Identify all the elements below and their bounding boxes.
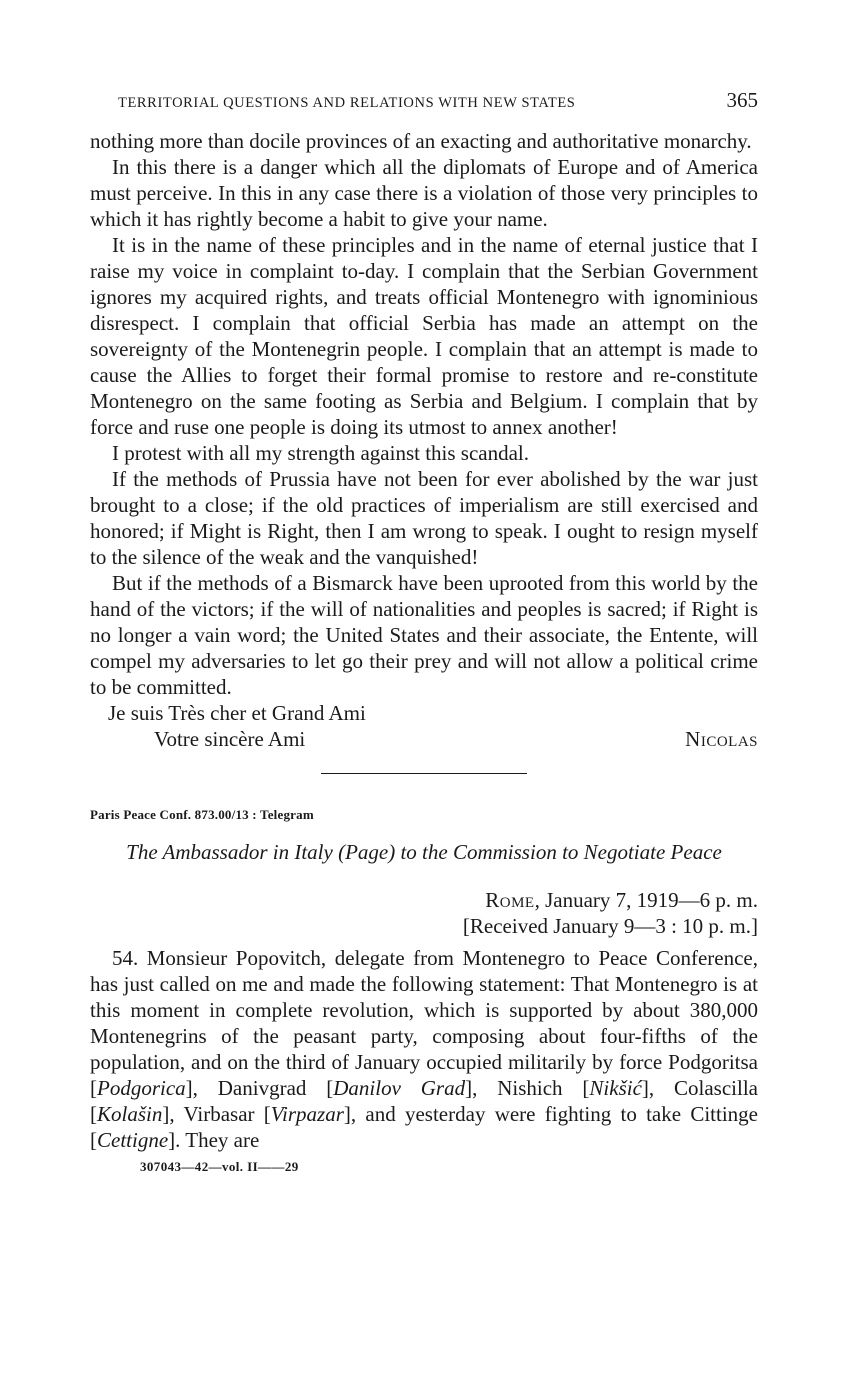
running-head [90, 88, 758, 118]
running-title: TERRITORIAL QUESTIONS AND RELATIONS WITH NEW STATES [118, 95, 576, 111]
telegram-text: ], and yesterday were fighting to take Cittinge [ [90, 1102, 758, 1152]
dateline-place: Rome [485, 888, 535, 912]
page-number: 365 [726, 88, 758, 112]
letter-body [90, 128, 758, 752]
letter-paragraph: If the methods of Prussia have not been for ever abolished by the war just brought to a close; if the old practices of imperialism are still exercised and honored; if Might is Right, then I am wrong to speak. I ought to resign myself to the silence of the weak and the vanquished! [90, 467, 758, 569]
file-reference: Paris Peace Conf. 873.00/13 : Telegram [90, 807, 314, 822]
letter-paragraph: In this there is a danger which all the diplomats of Europe and of America must perceive. In this in any case there is a violation of those very principles to which it has rightly become a habit to give your name. [90, 155, 758, 231]
letter-closing-valediction: Votre sincère Ami [154, 727, 306, 751]
telegram-body [90, 945, 758, 1153]
document-title: The Ambassador in Italy (Page) to the Commission to Negotiate Peace [126, 840, 722, 864]
letter-paragraph: I protest with all my strength against this scandal. [112, 441, 530, 465]
letter-paragraph: nothing more than docile provinces of an exacting and authoritative monarchy. [90, 129, 752, 153]
letter-paragraph: It is in the name of these principles and in the name of eternal justice that I raise my voice in complaint to-day. I complain that the Serbian Government ignores my acquired rights, and treats official Montenegro with ignominious disrespect. I complain that official Serbia has made an attempt on the sovereignty of the Montenegrin people. I complain that an attempt is made to cause the Allies to forget their formal promise to restore and re-constitute Montenegro on the same footing as Serbia and Belgium. I complain that by force and ruse one people is doing its utmost to annex another! [90, 233, 758, 439]
place-name-italic: Podgorica [97, 1076, 186, 1100]
letter-signature: Nicolas [685, 727, 758, 751]
telegram-text: ], Danivgrad [ [185, 1076, 334, 1100]
print-signature: 307043—42—vol. II——29 [140, 1159, 299, 1174]
place-name-italic: Kolašin [97, 1102, 163, 1126]
place-name-italic: Virpazar [270, 1102, 344, 1126]
letter-closing-signature-line [90, 726, 758, 752]
telegram-text: ], Nishich [ [465, 1076, 590, 1100]
section-divider [321, 773, 527, 774]
place-name-italic: Cettigne [97, 1128, 169, 1152]
telegram-text: ], Colascilla [ [90, 1076, 758, 1126]
received-note: [Received January 9—3 : 10 p. m.] [462, 914, 758, 938]
dateline [90, 887, 758, 913]
letter-closing: Je suis Très cher et Grand Ami [108, 701, 366, 725]
telegram-text: ]. They are [168, 1128, 260, 1152]
dateline-date: , January 7, 1919—6 p. m. [534, 888, 758, 912]
telegram-text: ], Virbasar [ [162, 1102, 271, 1126]
place-name-italic: Danilov Grad [333, 1076, 466, 1100]
telegram-text: 54. Monsieur Popovitch, delegate from Montenegro to Peace Conference, has just called on me and made the following statement: That Montenegro is at this moment in complete revolution, which is supported by about 380,000 Montenegrins of the peasant party, composing about four-fifths of the population, and on the third of January occupied militarily by force Podgoritsa [ [90, 946, 758, 1100]
letter-paragraph: But if the methods of a Bismarck have been uprooted from this world by the hand of the victors; if the will of nationalities and peoples is sacred; if Right is no longer a vain word; the United States and their associate, the Entente, will compel my adversaries to let go their prey and will not allow a political crime to be committed. [90, 571, 758, 699]
place-name-italic: Nikšić [589, 1076, 642, 1100]
page [90, 88, 758, 1175]
